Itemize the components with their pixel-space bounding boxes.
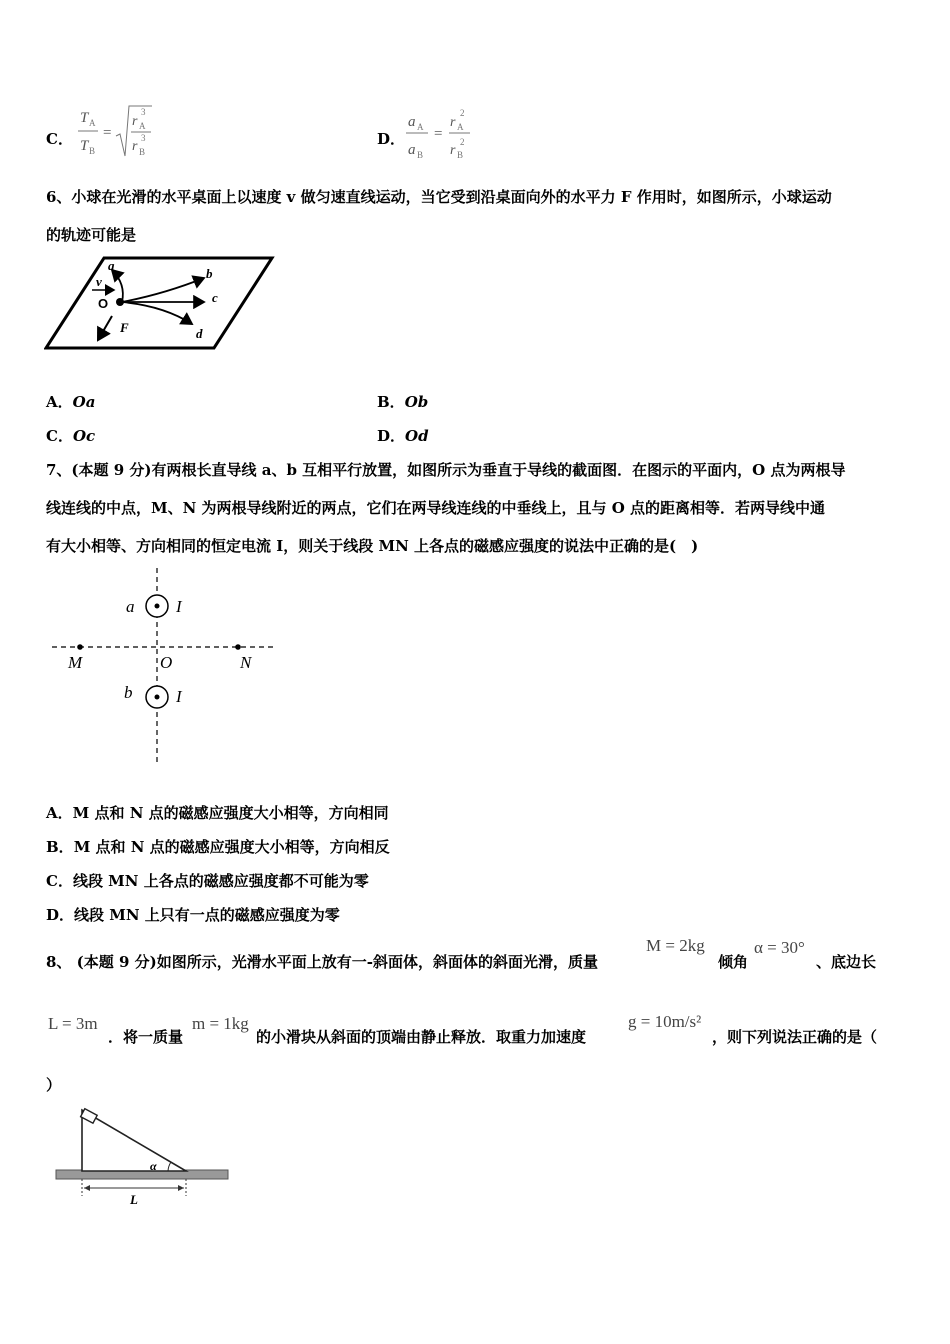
q6-diagram bbox=[44, 254, 276, 354]
label-M: M bbox=[68, 653, 83, 672]
label-I-bottom: I bbox=[176, 687, 182, 706]
svg-text:3: 3 bbox=[141, 133, 146, 143]
label-O: O bbox=[160, 653, 173, 672]
svg-text:r: r bbox=[132, 139, 138, 154]
svg-text:B: B bbox=[89, 146, 96, 156]
label-a: a bbox=[126, 597, 135, 616]
q7-option-a: A．M 点和 N 点的磁感应强度大小相等，方向相同 bbox=[46, 804, 389, 822]
path-d bbox=[122, 302, 192, 324]
q7-text-line2: 线连线的中点，M、N 为两根导线附近的两点，它们在两导线连线的中垂线上，且与 O 点的距离相等．若两导线中通 bbox=[46, 499, 826, 517]
q8-text-part5: 的小滑块从斜面的顶端由静止释放．取重力加速度 bbox=[256, 1028, 587, 1046]
svg-text:r: r bbox=[450, 143, 456, 158]
q8-math-alpha: α = 30° bbox=[754, 938, 805, 957]
q5-option-c-label: C． bbox=[46, 130, 73, 148]
q8-math-M: M = 2kg bbox=[646, 936, 705, 955]
q7-option-c: C．线段 MN 上各点的磁感应强度都不可能为零 bbox=[46, 872, 369, 890]
label-b: b bbox=[206, 266, 213, 281]
incline bbox=[82, 1110, 186, 1171]
table-plane bbox=[46, 258, 272, 348]
label-N: N bbox=[240, 653, 252, 672]
q5-option-d-formula bbox=[404, 104, 474, 168]
label-a: a bbox=[108, 258, 115, 273]
q5-option-d-label: D． bbox=[377, 130, 406, 148]
q8-text-part3: 、底边长 bbox=[816, 953, 877, 971]
q6-option-b: B．Ob bbox=[377, 393, 429, 411]
point-N bbox=[235, 644, 241, 650]
q8-text-part1: 8、 (本题 9 分)如图所示，光滑水平面上放有一-斜面体，斜面体的斜面光滑，质量 bbox=[46, 953, 598, 971]
label-v: v bbox=[96, 274, 102, 289]
q8-text-part2: 倾角 bbox=[718, 953, 749, 971]
svg-text:T: T bbox=[80, 138, 89, 154]
svg-text:A: A bbox=[457, 122, 464, 132]
svg-text:3: 3 bbox=[141, 107, 146, 117]
svg-text:B: B bbox=[417, 150, 424, 160]
q6-text-line1: 6、小球在光滑的水平桌面上以速度 v 做匀速直线运动，当它受到沿桌面向外的水平力 F 作用时，如图所示，小球运动 bbox=[46, 188, 832, 206]
label-I-top: I bbox=[176, 597, 182, 616]
label-d: d bbox=[196, 326, 203, 341]
point-M bbox=[77, 644, 83, 650]
svg-text:B: B bbox=[139, 147, 146, 157]
svg-text:2: 2 bbox=[460, 108, 465, 118]
label-O: O bbox=[98, 296, 109, 311]
svg-text:r: r bbox=[450, 115, 456, 130]
svg-text:B: B bbox=[457, 150, 464, 160]
q7-option-b: B．M 点和 N 点的磁感应强度大小相等，方向相反 bbox=[46, 838, 390, 856]
svg-text:a: a bbox=[408, 142, 416, 158]
q6-option-a: A．Oa bbox=[46, 393, 96, 411]
label-L: L bbox=[130, 1192, 138, 1207]
svg-text:a: a bbox=[408, 114, 416, 130]
label-c: c bbox=[212, 290, 218, 305]
q8-math-g: g = 10m/s² bbox=[628, 1012, 702, 1031]
q7-text-line3: 有大小相等、方向相同的恒定电流 I，则关于线段 MN 上各点的磁感应强度的说法中正确的是( ) bbox=[46, 537, 699, 555]
path-b bbox=[122, 278, 204, 302]
q8-math-m: m = 1kg bbox=[192, 1014, 249, 1033]
label-b: b bbox=[124, 683, 133, 702]
q8-text-part7: ） bbox=[46, 1076, 62, 1094]
svg-text:A: A bbox=[89, 118, 96, 128]
q6-option-c: C．Oc bbox=[46, 427, 96, 445]
q8-diagram bbox=[52, 1104, 232, 1214]
label-F: F bbox=[120, 320, 129, 335]
q8-math-L: L = 3m bbox=[48, 1014, 98, 1033]
svg-text:r: r bbox=[132, 114, 138, 129]
svg-text:A: A bbox=[417, 122, 424, 132]
formula-d-graphic bbox=[404, 104, 474, 164]
q6-figure bbox=[44, 254, 276, 358]
q7-figure bbox=[48, 566, 280, 770]
svg-text:A: A bbox=[139, 121, 146, 131]
q8-text-part4: ．将一质量 bbox=[108, 1028, 184, 1046]
svg-text:T: T bbox=[80, 110, 89, 126]
svg-text:=: = bbox=[434, 126, 443, 142]
q8-figure bbox=[52, 1104, 232, 1218]
q6-text-line2: 的轨迹可能是 bbox=[46, 226, 137, 244]
svg-text:2: 2 bbox=[460, 137, 465, 147]
svg-text:=: = bbox=[103, 125, 112, 141]
q8-text-part6: ，则下列说法正确的是（ bbox=[712, 1028, 878, 1046]
formula-c-graphic bbox=[76, 104, 156, 164]
q6-option-d: D．Od bbox=[377, 427, 429, 445]
q7-option-d: D．线段 MN 上只有一点的磁感应强度为零 bbox=[46, 906, 340, 924]
q5-option-c-formula bbox=[76, 104, 156, 168]
q7-diagram bbox=[48, 566, 280, 766]
label-alpha: α bbox=[150, 1159, 157, 1173]
path-a bbox=[112, 270, 123, 302]
q7-text-line1: 7、(本题 9 分)有两根长直导线 a、b 互相平行放置，如图所示为垂直于导线的截面图．在图示的平面内，O 点为两根导 bbox=[46, 461, 846, 479]
